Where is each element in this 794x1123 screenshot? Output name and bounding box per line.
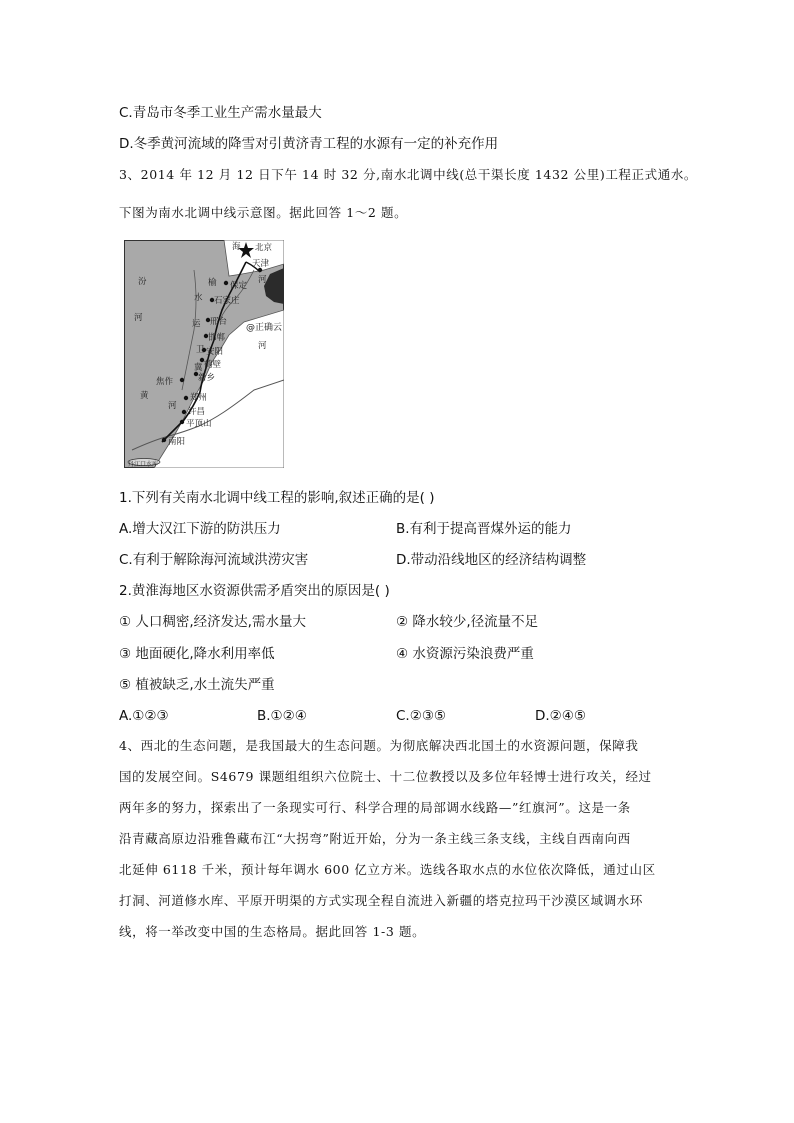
map-label-tianjin: 天津 bbox=[252, 259, 270, 269]
map-label-beijing: 北京 bbox=[255, 243, 273, 253]
question-3-intro: 3、2014 年 12 月 12 日下午 14 时 32 分,南水北调中线(总干渠长度 1432 公里)工程正式通水。 bbox=[119, 167, 698, 182]
q4-paragraph-line-2: 国的发展空间。S4679 课题组组织六位院士、十二位教授以及多位年轻博士进行攻关，经过 bbox=[119, 769, 652, 784]
map-label-xinxiang: 新乡 bbox=[198, 373, 216, 383]
map-label-he-left: 河 bbox=[134, 313, 143, 323]
map-label-xuchang: 许昌 bbox=[188, 407, 206, 417]
option-c-prev: C.青岛市冬季工业生产需水量最大 bbox=[119, 105, 322, 121]
map-label-xingtai: 邢台 bbox=[210, 317, 228, 327]
map-label-huang: 黄 bbox=[140, 391, 149, 401]
map-label-yun: 运 bbox=[192, 319, 201, 329]
q2-stem: 2.黄淮海地区水资源供需矛盾突出的原因是( ) bbox=[119, 583, 390, 599]
map-label-jiaozuo: 焦作 bbox=[156, 377, 174, 387]
q2-item-3: ③ 地面硬化,降水利用率低 bbox=[119, 646, 275, 662]
map-label-danjiangkou: 丹江口水库 bbox=[128, 461, 159, 468]
q2-option-d[interactable]: D.②④⑤ bbox=[535, 708, 586, 724]
q2-item-2: ② 降水较少,径流量不足 bbox=[396, 614, 539, 630]
q1-option-d[interactable]: D.带动沿线地区的经济结构调整 bbox=[396, 552, 587, 568]
q2-option-a[interactable]: A.①②③ bbox=[119, 708, 169, 724]
map-label-hai: 海 bbox=[232, 242, 241, 252]
q2-item-1: ① 人口稠密,经济发达,需水量大 bbox=[119, 614, 306, 630]
q2-option-c[interactable]: C.②③⑤ bbox=[396, 708, 447, 724]
map-label-handan: 邯郸 bbox=[208, 333, 226, 343]
map-label-zhengzhou: 郑州 bbox=[190, 393, 208, 403]
q1-stem: 1.下列有关南水北调中线工程的影响,叙述正确的是( ) bbox=[119, 490, 435, 506]
q4-paragraph-line-5: 北延伸 6118 千米，预计每年调水 600 亿立方米。选线各取水点的水位依次降低，通过山区 bbox=[119, 862, 656, 877]
map-watermark: @正确云 bbox=[246, 323, 283, 333]
q1-option-b[interactable]: B.有利于提高晋煤外运的能力 bbox=[396, 521, 572, 537]
map-label-dao: 冀 bbox=[194, 363, 203, 373]
q2-item-4: ④ 水资源污染浪费严重 bbox=[396, 646, 534, 662]
q4-paragraph-line-3: 两年多的努力，探索出了一条现实可行、科学合理的局部调水线路—”红旗河”。这是一条 bbox=[119, 800, 631, 815]
map-label-yu: 榆 bbox=[208, 278, 217, 288]
map-label-he-huang: 河 bbox=[168, 401, 177, 411]
q4-paragraph-line-7: 线，将一举改变中国的生态格局。据此回答 1-3 题。 bbox=[119, 924, 426, 939]
q1-option-c[interactable]: C.有利于解除海河流域洪涝灾害 bbox=[119, 552, 309, 568]
map-label-he-yun: 河 bbox=[258, 341, 267, 351]
map-label-he-tj: 河 bbox=[258, 275, 267, 285]
q2-item-5: ⑤ 植被缺乏,水土流失严重 bbox=[119, 677, 275, 693]
map-label-pingdingshan: 平顶山 bbox=[186, 419, 212, 429]
q4-paragraph-line-6: 打洞、河道修水库、平原开明渠的方式实现全程自流进入新疆的塔克拉玛干沙漠区域调水环 bbox=[119, 893, 644, 908]
q4-paragraph-line-1: 4、西北的生态问题，是我国最大的生态问题。为彻底解决西北国土的水资源问题，保障我 bbox=[119, 738, 639, 753]
q2-option-b[interactable]: B.①②④ bbox=[257, 708, 307, 724]
option-d-prev: D.冬季黄河流域的降雪对引黄济青工程的水源有一定的补充作用 bbox=[119, 136, 499, 152]
map-label-bei: 卫 bbox=[196, 345, 205, 355]
map-label-shui: 水 bbox=[194, 293, 203, 303]
map-label-hebi: 鹤壁 bbox=[204, 360, 222, 370]
map-label-nanyang: 南阳 bbox=[168, 437, 186, 447]
map-label-fen: 汾 bbox=[138, 277, 147, 287]
map-label-shijiazhuang: 石家庄 bbox=[214, 296, 240, 306]
q1-option-a[interactable]: A.增大汉江下游的防洪压力 bbox=[119, 521, 281, 537]
question-3-intro-2: 下图为南水北调中线示意图。据此回答 1～2 题。 bbox=[119, 205, 408, 220]
map-label-anyang: 安阳 bbox=[206, 347, 224, 357]
q4-paragraph-line-4: 沿青藏高原边沿雅鲁藏布江“大拐弯”附近开始，分为一条主线三条支线，主线自西南向西 bbox=[119, 831, 631, 846]
map-label-baoding: 保定 bbox=[230, 281, 248, 291]
south-north-water-map bbox=[124, 240, 284, 468]
